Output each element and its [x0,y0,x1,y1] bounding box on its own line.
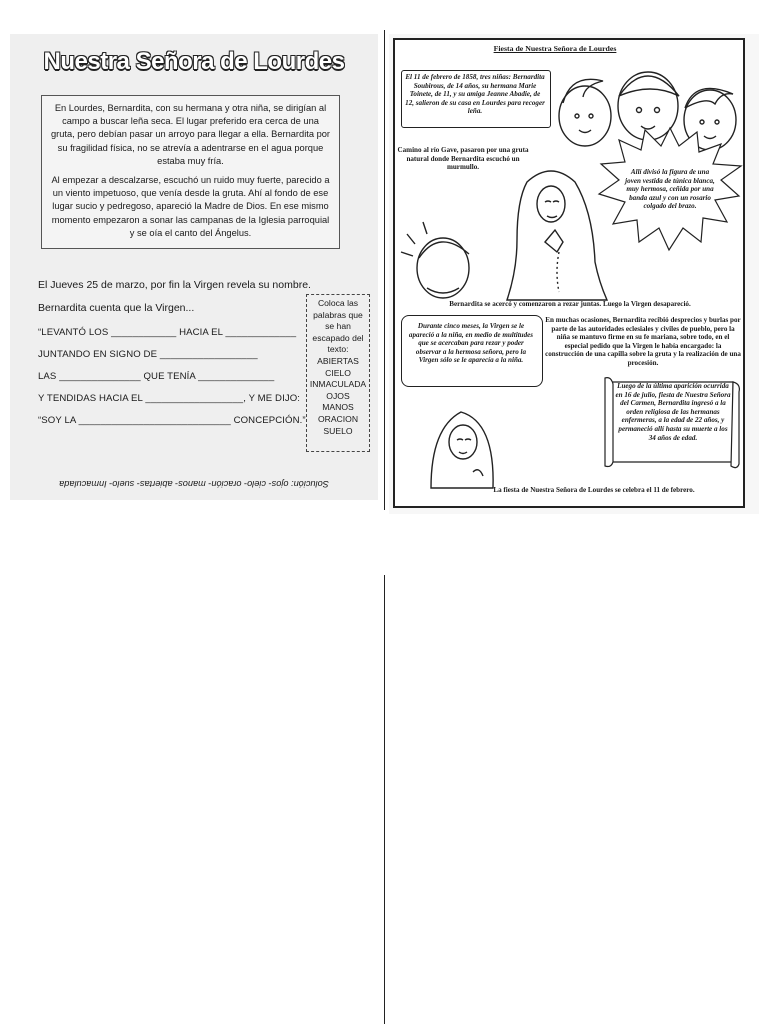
bernadette-praying-illustration [397,218,487,308]
word-bank-item: SUELO [323,425,353,436]
fill-line-3: LAS _______________ QUE TENÍA ______________ [38,371,275,382]
story-paragraph-1: En Lourdes, Bernardita, con su hermana y otra niña, se dirigían al campo a buscar leña seca. El lugar preferido era cerca de una gruta, pero debían pasar un arroyo para llegar a ella. Bernardita por su fragilidad física, no se atrevía a adentrarse en el agua porque estaba muy fría. [50,103,331,166]
apparitions-text: Durante cinco meses, la Virgen se le apareció a la niña, en medio de multitudes que se acercaban para rezar y poder observar a la hermosa señora, pero la Virgen sólo se le aparecía a la niña. [408,322,534,365]
fill-line-2: JUNTANDO EN SIGNO DE __________________ [38,349,258,360]
infographic-frame [393,38,745,508]
word-bank [306,294,370,452]
page-divider-bottom [384,575,385,1024]
word-bank-item: MANOS [322,402,354,413]
word-bank-item: INMACULADA [309,379,367,390]
bernadette-nun-illustration [421,402,503,492]
story-box [41,95,340,249]
exercise-intro: El Jueves 25 de marzo, por fin la Virgen revela su nombre. [38,279,311,291]
infographic-title: Fiesta de Nuestra Señora de Lourdes [493,44,617,53]
prayer-text: Bernardita se acercó y comenzaron a rezar juntas. Luego la Virgen desapareció. [449,300,691,308]
word-bank-header: Coloca las palabras que se han escapado del texto: [312,298,364,355]
grotto-text: Camino al río Gave, pasaron por una gruta natural donde Bernardita escuchó un murmullo. [397,146,529,172]
persecution-text: En muchas ocasiones, Bernardita recibió desprecios y burlas por parte de las autoridades eclesiales y civiles de pueblo, pero la niña se mantuvo firme en su fe mariana, sobre todo, en el especial pedido que la Virgen le había encargado: la construcción de una capilla sobre la gruta y la realización de una procesión. [545,316,741,367]
fill-line-1: “LEVANTÓ LOS ____________ HACIA EL _____________ [38,327,297,338]
feast-date-text: La fiesta de Nuestra Señora de Lourdes se celebra el 11 de febrero. [493,486,695,494]
word-bank-item: ABIERTAS [317,355,359,366]
word-bank-item: OJOS [326,390,350,401]
worksheet-title: Nuestra Señora de Lourdes [43,48,345,75]
worksheet-left [10,34,378,500]
page-divider-top [384,30,385,510]
worksheet-right [389,34,759,514]
fill-line-4: Y TENDIDAS HACIA EL __________________, Y ME DIJO: [38,393,301,404]
word-bank-item: ORACION [317,413,359,424]
fill-line-5: “SOY LA ____________________________ CONCEPCIÓN.” [38,415,306,426]
story-paragraph-2: Al empezar a descalzarse, escuchó un ruido muy fuerte, parecido a un viento impetuoso, que venía desde la gruta. Ahí al fondo de ese lugar sucio y pedregoso, apareció la Madre de Dios. En ese mismo momento empezaron a sonar las campanas de la Iglesia parroquial y se oía el canto del Ángelus. [51,175,330,238]
exercise-lead: Bernardita cuenta que la Virgen... [38,302,195,314]
intro-text: El 11 de febrero de 1858, tres niñas: Bernardita Soubirous, de 14 años, su hermana Marie Toinete, de 11, y su amiga Jeanne Abadie, de 12, salieron de su casa en Lourdes para recoger leña. [405,73,545,116]
solution-upside-down: Solución: ojos- cielo- oración- manos- abiertas- suelo- Inmaculada [59,479,329,489]
burst-text: Allí divisó la figura de una joven vestida de túnica blanca, muy hermosa, ceñida por una banda azul y con un rosario colgado del brazo. [625,168,715,211]
word-bank-item: CIELO [325,367,351,378]
scroll-text: Luego de la última aparición ocurrida en 16 de julio, fiesta de Nuestra Señora del Carmen, Bernardita ingresó a la orden religiosa de las hermanas enfermeras, a la edad de 22 años, y permaneció allí hasta su muerte a los 34 años de edad. [615,382,731,442]
